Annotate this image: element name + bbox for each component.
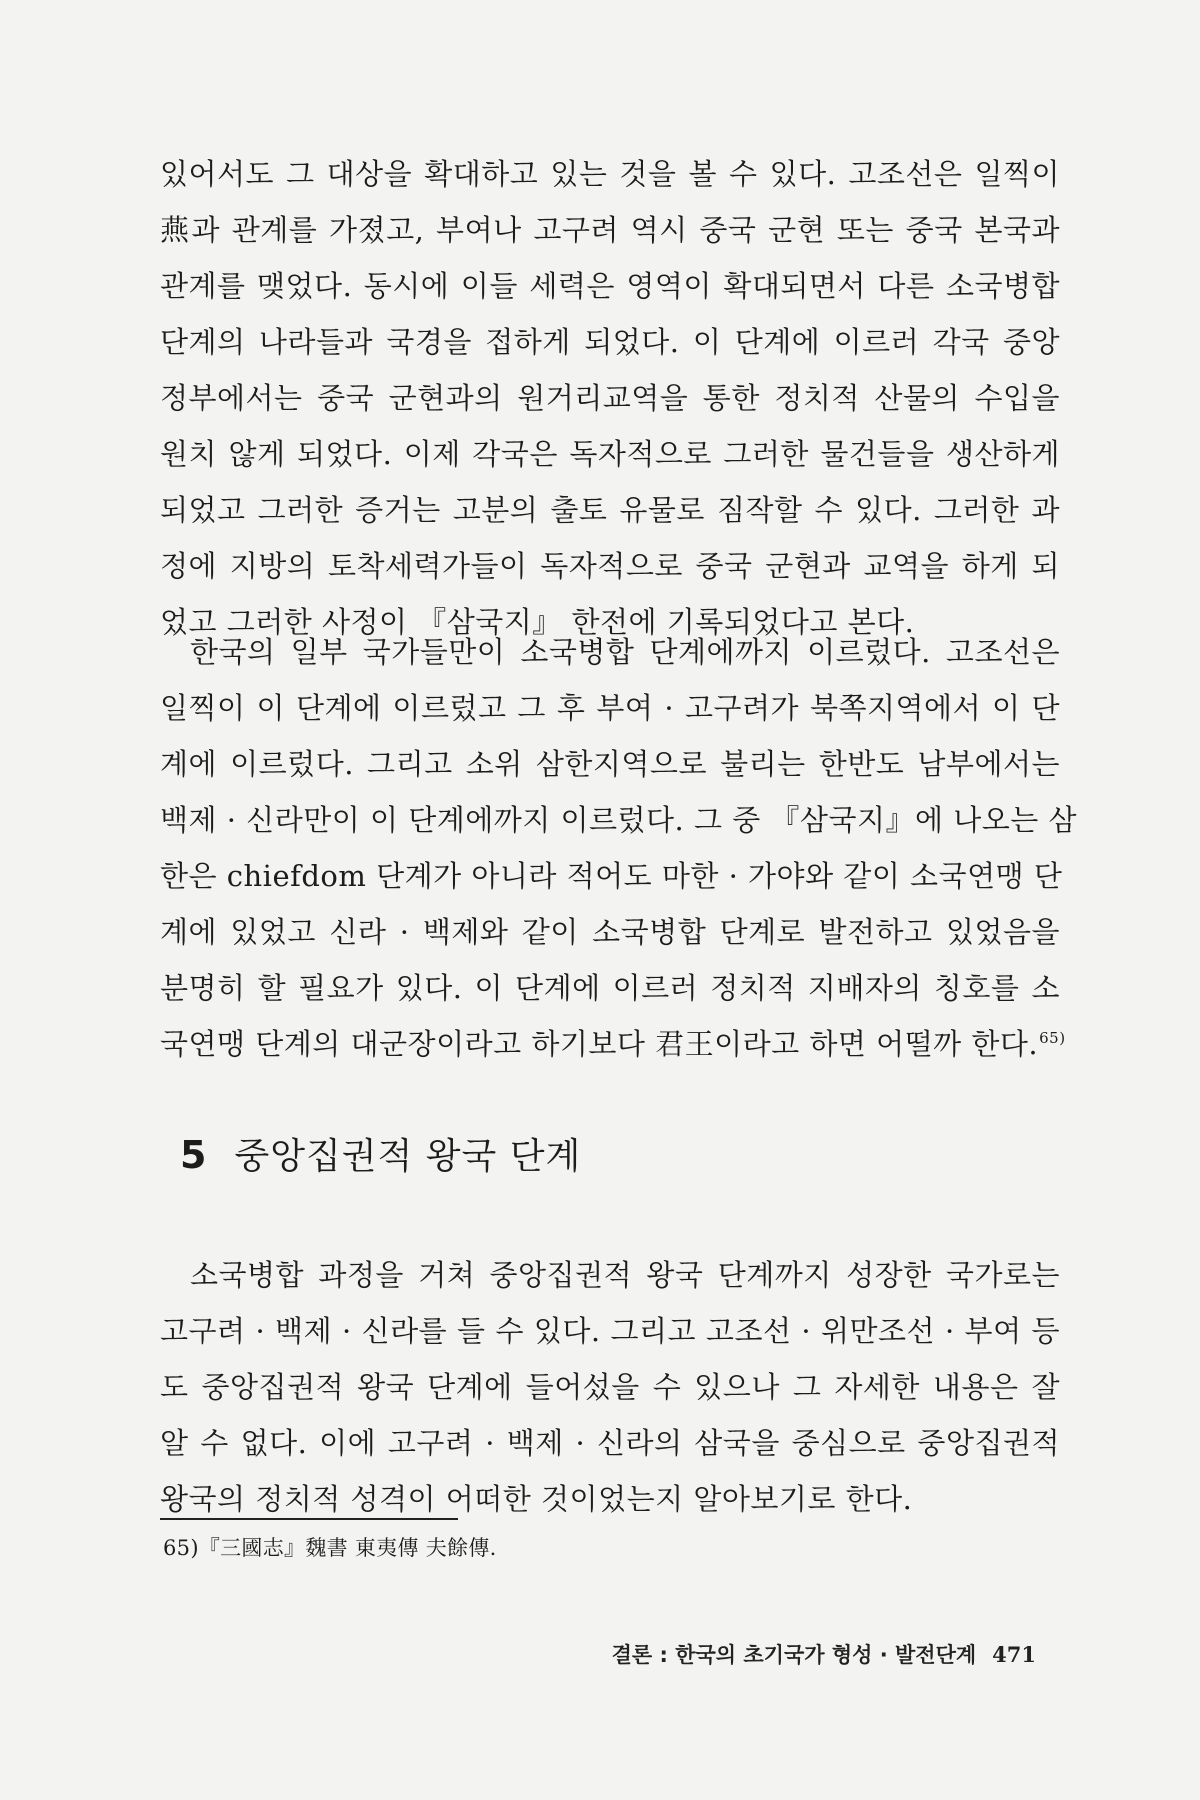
section-heading	[180, 1120, 581, 1190]
text-line: 관계를 맺었다. 동시에 이들 세력은 영역이 확대되면서 다른 소국병합	[160, 269, 1060, 303]
text-line: 알 수 없다. 이에 고구려 · 백제 · 신라의 삼국을 중심으로 중앙집권적	[160, 1426, 1060, 1460]
text-line: 원치 않게 되었다. 이제 각국은 독자적으로 그러한 물건들을 생산하게	[160, 437, 1060, 471]
page-number: 471	[992, 1642, 1036, 1667]
text-line: 소국병합 과정을 거쳐 중앙집권적 왕국 단계까지 성장한 국가로는	[190, 1258, 1060, 1292]
text-line: 분명히 할 필요가 있다. 이 단계에 이르러 정치적 지배자의 칭호를 소	[160, 971, 1060, 1005]
text-line: 백제 · 신라만이 이 단계에까지 이르렀다. 그 중 『삼국지』에 나오는 삼	[160, 803, 1077, 837]
text-line: 도 중앙집권적 왕국 단계에 들어섰을 수 있으나 그 자세한 내용은 잘	[160, 1370, 1060, 1404]
text-line: 한은 chiefdom 단계가 아니라 적어도 마한 · 가야와 같이 소국연맹 단	[160, 859, 1063, 893]
paragraph-3	[160, 1247, 1060, 1527]
text-line: 왕국의 정치적 성격이 어떠한 것이었는지 알아보기로 한다.	[160, 1482, 913, 1516]
text-line: 일찍이 이 단계에 이르렀고 그 후 부여 · 고구려가 북쪽지역에서 이 단	[160, 691, 1060, 725]
text-line: 고구려 · 백제 · 신라를 들 수 있다. 그리고 고조선 · 위만조선 · 부여 등	[160, 1314, 1060, 1348]
text-line: 단계의 나라들과 국경을 접하게 되었다. 이 단계에 이르러 각국 중앙	[160, 325, 1060, 359]
text-line: 국연맹 단계의 대군장이라고 하기보다 君王이라고 하면 어떨까 한다.	[160, 1027, 1039, 1061]
text-line: 정에 지방의 토착세력가들이 독자적으로 중국 군현과 교역을 하게 되	[160, 549, 1060, 583]
text-line-with-footnote	[160, 1016, 1066, 1072]
paragraph-1	[160, 146, 1060, 650]
text-line: 燕과 관계를 가졌고, 부여나 고구려 역시 중국 군현 또는 중국 본국과	[160, 213, 1060, 247]
text-line: 었고 그러한 사정이 『삼국지』 한전에 기록되었다고 본다.	[160, 605, 915, 639]
footnote-reference: 65)	[1039, 1029, 1066, 1048]
text-line: 한국의 일부 국가들만이 소국병합 단계에까지 이르렀다. 고조선은	[190, 635, 1060, 669]
running-footer	[612, 1639, 1036, 1671]
text-line: 계에 이르렀다. 그리고 소위 삼한지역으로 불리는 한반도 남부에서는	[160, 747, 1060, 781]
footnote: 65)『三國志』魏書 東夷傳 夫餘傳.	[163, 1536, 497, 1560]
text-line: 계에 있었고 신라 · 백제와 같이 소국병합 단계로 발전하고 있었음을	[160, 915, 1060, 949]
section-title: 중앙집권적 왕국 단계	[234, 1136, 582, 1177]
paragraph-2	[160, 624, 1077, 1072]
text-line: 정부에서는 중국 군현과의 원거리교역을 통한 정치적 산물의 수입을	[160, 381, 1060, 415]
footnote-divider	[160, 1518, 458, 1520]
text-line: 되었고 그러한 증거는 고분의 출토 유물로 짐작할 수 있다. 그러한 과	[160, 493, 1060, 527]
running-footer-title: 결론 : 한국의 초기국가 형성 · 발전단계	[611, 1643, 977, 1667]
text-line: 있어서도 그 대상을 확대하고 있는 것을 볼 수 있다. 고조선은 일찍이	[160, 157, 1060, 191]
section-number: 5	[180, 1133, 207, 1177]
